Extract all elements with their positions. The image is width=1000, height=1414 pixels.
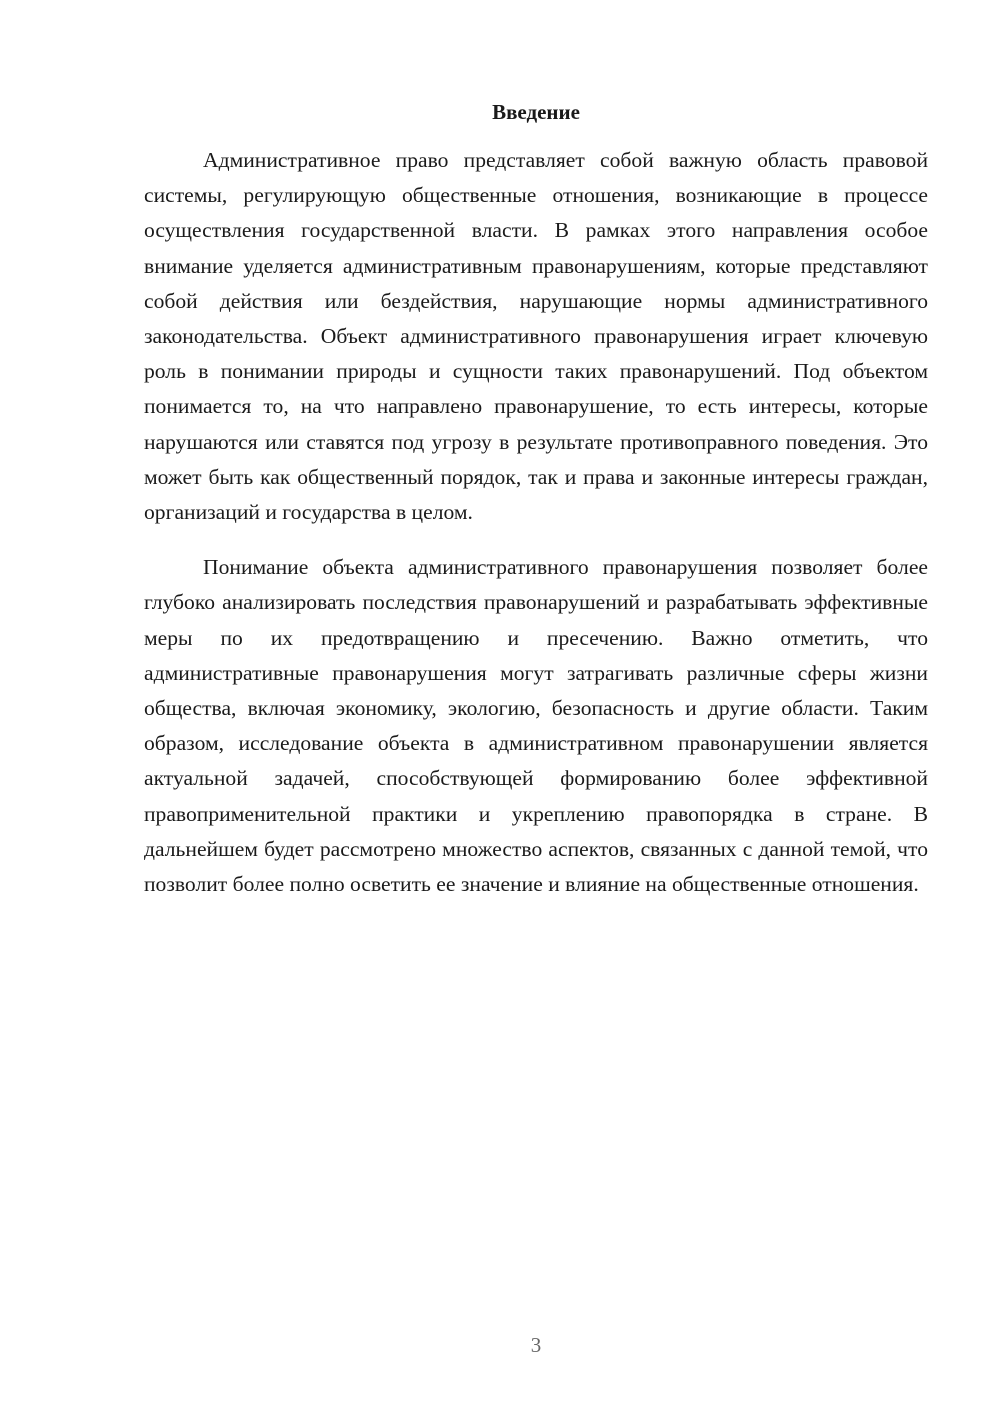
page-number: 3 (530, 1333, 542, 1357)
section-title: Введение (492, 100, 580, 124)
paragraph-2: Понимание объекта административного правонарушения позволяет более глубоко анализировать последствия правонарушений и разрабатывать эффективные меры по их предотвращению и пресечению. Важно отметить, что административные правонарушения могут затрагивать различные сферы жизни общества, включая экономику, экологию, безопасность и другие области. Таким образом, исследование объекта в административном правонарушении является актуальной задачей, способствующей формированию более эффективной правоприменительной практики и укреплению правопорядка в стране. В дальнейшем будет рассмотрено множество аспектов, связанных с данной темой, что позволит более полно осветить ее значение и влияние на общественные отношения. (144, 555, 928, 897)
document-body (144, 94, 928, 902)
paragraph-1: Административное право представляет собой важную область правовой системы, регулирующую общественные отношения, возникающие в процессе осуществления государственной власти. В рамках этого направления особое внимание уделяется административным правонарушениям, которые представляют собой действия или бездействия, нарушающие нормы административного законодательства. Объект административного правонарушения играет ключевую роль в понимании природы и сущности таких правонарушений. Под объектом понимается то, на что направлено правонарушение, то есть интересы, которые нарушаются или ставятся под угрозу в результате противоправного поведения. Это может быть как общественный порядок, так и права и законные интересы граждан, организаций и государства в целом. (144, 148, 928, 525)
